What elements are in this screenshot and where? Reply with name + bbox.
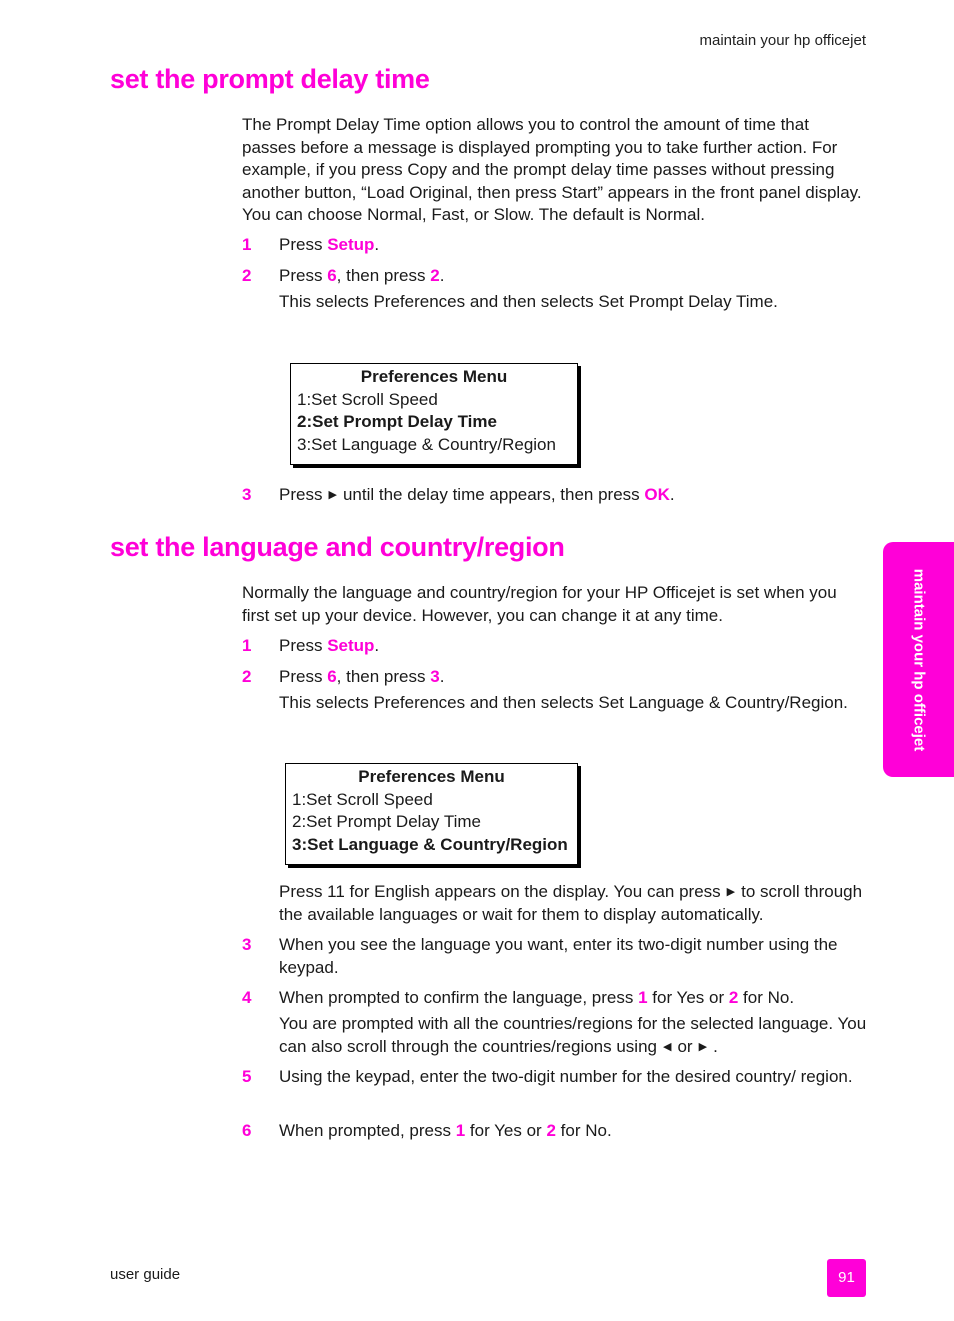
section-title-prompt-delay: set the prompt delay time [110,64,430,94]
display-note-text-end: to scroll through the available languages or wait for them to display automatically. [279,882,863,924]
menu-title: Preferences Menu [360,367,508,386]
right-arrow-icon: ▶ [726,886,736,898]
step-text-mid: until the delay time appears, then press [342,485,645,504]
step-text: Press [279,235,328,254]
preferences-menu-display-1 [290,363,578,465]
menu-title: Preferences Menu [358,767,505,786]
right-arrow-icon: ▶ [698,1040,708,1053]
prompt-step-3 [242,484,866,507]
running-head: maintain your hp officejet [699,32,866,49]
step-text: When prompted, press [279,1121,456,1140]
step-text-mid: for Yes or [647,988,729,1007]
step-number: 2 [242,266,252,285]
left-arrow-icon: ◀ [663,1040,672,1053]
key-2: 2 [430,266,440,285]
step-4-note-or: or [677,1036,693,1056]
page-number: 91 [827,1259,866,1297]
step-text-end: . [374,235,380,254]
footer-user-guide: user guide [110,1266,181,1283]
menu-item-language-country-selected: 3:Set Language & Country/Region [292,834,568,854]
key-6: 6 [327,266,337,285]
menu-item-prompt-delay: 2:Set Prompt Delay Time [292,812,481,831]
display-note [279,881,869,926]
step-text-mid: for Yes or [465,1121,547,1140]
display-note-text: Press 11 for English appears on the display. You can press [279,882,721,901]
language-step-2 [242,666,866,689]
menu-item-language-country: 3:Set Language & Country/Region [297,434,556,454]
prompt-step-2 [242,265,866,288]
key-6: 6 [327,667,337,686]
key-2: 2 [728,988,739,1007]
step-text-end: . [374,636,380,655]
section-title-language-country: set the language and country/region [110,532,565,562]
step-number: 6 [242,1121,252,1140]
language-intro: Normally the language and country/region for your HP Officejet is set when you first set up your device. However, you can change it at any time. [242,583,837,625]
step-text-end: . [669,485,675,504]
language-step-3 [242,934,866,979]
language-step-2-note: This selects Preferences and then selects Set Language & Country/Region. [279,693,848,712]
step-number: 2 [242,667,252,686]
step-number: 3 [242,485,252,504]
step-number: 1 [242,636,252,655]
step-text-end: . [439,667,445,686]
prompt-step-1 [242,234,866,257]
step-text: Press [279,266,328,285]
prompt-delay-intro: The Prompt Delay Time option allows you to control the amount of time that passes before a message is displayed prompting you to take further action. For example, if you press Copy and the prompt delay time passes without pressing another button, “Load Original, then press Start” appears in the front panel display. You can choose Normal, Fast, or Slow. The default is Normal. [242,115,862,224]
step-text-end: for No. [555,1121,612,1140]
key-1: 1 [455,1121,466,1140]
language-step-1 [242,635,866,658]
chapter-side-tab [883,542,954,777]
language-step-4-note [279,1013,869,1058]
setup-key: Setup [327,636,375,655]
menu-item-scroll-speed: 1:Set Scroll Speed [297,389,438,409]
step-text: Using the keypad, enter the two-digit number for the desired country/ region. [279,1067,853,1086]
prompt-step-2-note: This selects Preferences and then selects Set Prompt Delay Time. [279,292,778,311]
step-number: 3 [242,935,252,954]
step-number: 4 [242,988,252,1007]
step-text-mid: , then press [336,667,431,686]
preferences-menu-display-2 [285,763,578,865]
step-text: When prompted to confirm the language, press [279,988,639,1007]
menu-item-scroll-speed: 1:Set Scroll Speed [292,789,433,809]
language-step-6 [242,1120,866,1143]
step-text-end: for No. [738,988,795,1007]
step-number: 1 [242,235,252,254]
menu-item-prompt-delay-selected: 2:Set Prompt Delay Time [297,412,497,431]
step-text: Press [279,485,323,504]
setup-key: Setup [327,235,375,254]
step-text: Press [279,636,328,655]
ok-key: OK [644,485,670,504]
language-step-4 [242,987,866,1010]
step-number: 5 [242,1067,252,1086]
step-text: Press [279,667,328,686]
step-4-note-text: You are prompted with all the countries/regions for the selected language. You can also scroll through the countries/regions using [279,1014,867,1056]
side-tab-label: maintain your hp officejet [910,568,927,751]
key-2: 2 [546,1121,556,1140]
step-text-end: . [439,266,445,285]
key-3: 3 [430,667,440,686]
language-step-5 [242,1066,866,1089]
step-text: When you see the language you want, enter its two-digit number using the keypad. [279,935,838,977]
step-4-note-end: . [713,1036,718,1056]
right-arrow-icon: ▶ [328,489,337,501]
key-1: 1 [638,988,648,1007]
step-text-mid: , then press [336,266,431,285]
